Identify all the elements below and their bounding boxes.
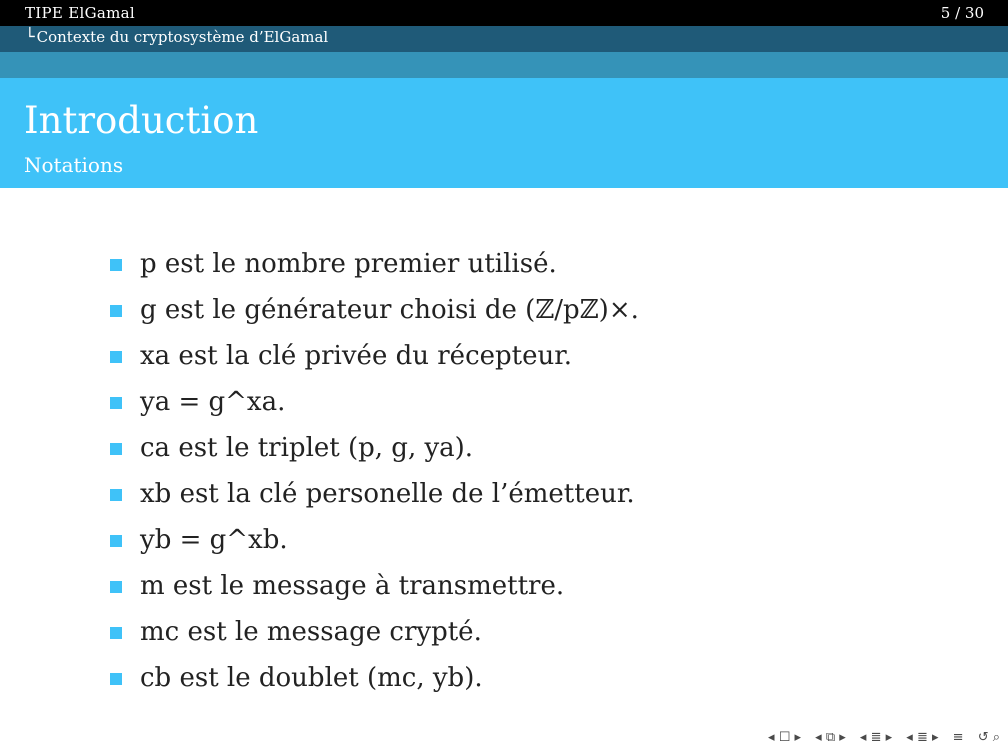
list-item [110, 290, 639, 336]
nav-subsection-icon[interactable]: ◂ ≣ ▸ [859, 730, 893, 745]
page-counter: 5 / 30 [940, 4, 984, 22]
nav-align-icon[interactable]: ≡ [952, 730, 964, 745]
section-breadcrumb [25, 26, 328, 48]
list-item [110, 474, 639, 520]
bullet-square-icon [110, 581, 122, 593]
nav-section-icon[interactable]: ◂ ≣ ▸ [906, 730, 939, 745]
nav-search-icon[interactable]: ↺ ⌕ [977, 730, 1000, 745]
list-item [110, 612, 639, 658]
item-text: xb est la clé personelle de l’émetteur. [140, 479, 635, 509]
frame-subtitle: Notations [24, 153, 124, 177]
section-title: Contexte du cryptosystème d’ElGamal [36, 28, 329, 46]
nav-frame-icon[interactable]: ◂ ⧉ ▸ [815, 730, 846, 745]
list-item [110, 566, 639, 612]
bullet-square-icon [110, 627, 122, 639]
beamer-navigation-bar [758, 730, 1000, 750]
frame-title-box [0, 78, 1008, 188]
item-text: ca est le triplet (p, g, ya). [140, 433, 474, 463]
presentation-title: TIPE ElGamal [25, 4, 135, 22]
item-text: xa est la clé privée du récepteur. [140, 341, 573, 371]
item-text: mc est le message crypté. [140, 617, 482, 647]
item-text: yb = g^xb. [140, 525, 288, 555]
item-text: m est le message à transmettre. [140, 571, 565, 601]
bullet-square-icon [110, 351, 122, 363]
item-text: g est le générateur choisi de (ℤ/pℤ)×. [140, 295, 639, 325]
bullet-square-icon [110, 259, 122, 271]
item-text: p est le nombre premier utilisé. [140, 249, 557, 279]
top-bar [0, 0, 1008, 26]
bullet-square-icon [110, 305, 122, 317]
decorative-strip [0, 52, 1008, 78]
frame-title: Introduction [24, 99, 259, 142]
bullet-square-icon [110, 443, 122, 455]
bullet-square-icon [110, 535, 122, 547]
section-bar [0, 26, 1008, 52]
list-item [110, 336, 639, 382]
bullet-square-icon [110, 489, 122, 501]
nav-left-icon[interactable]: ◂ ☐ ▸ [768, 730, 802, 745]
bullet-square-icon [110, 397, 122, 409]
notation-list [110, 244, 639, 704]
item-text: cb est le doublet (mc, yb). [140, 663, 483, 693]
list-item [110, 382, 639, 428]
list-item [110, 520, 639, 566]
list-item [110, 244, 639, 290]
bullet-square-icon [110, 673, 122, 685]
list-item [110, 428, 639, 474]
list-item [110, 658, 639, 704]
item-text: ya = g^xa. [140, 387, 286, 417]
tree-corner-icon: └ [25, 27, 35, 46]
